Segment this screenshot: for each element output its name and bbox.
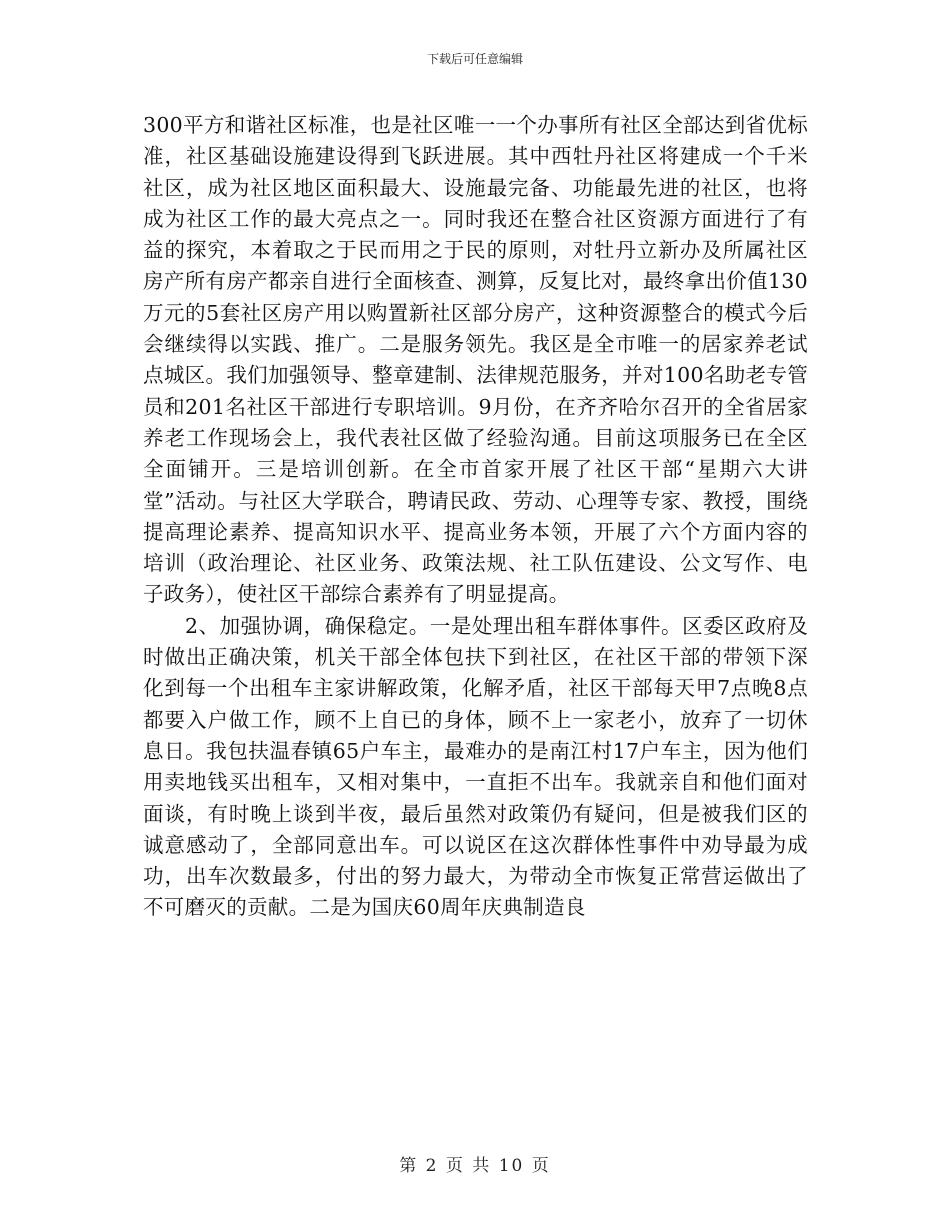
- document-body: [143, 110, 808, 924]
- paragraph-continued: 300平方和谐社区标准，也是社区唯一一个办事所有社区全部达到省优标准，社区基础设施建设得到飞跃进展。其中西牡丹社区将建成一个千米社区，成为社区地区面积最大、设施最完备、功能最先进的社区，也将成为社区工作的最大亮点之一。同时我还在整合社区资源方面进行了有益的探究，本着取之于民而用之于民的原则，对牡丹立新办及所属社区房产所有房产都亲自进行全面核查、测算，反复比对，最终拿出价值130万元的5套社区房产用以购置新社区部分房产，这种资源整合的模式今后会继续得以实践、推广。二是服务领先。我区是全市唯一的居家养老试点城区。我们加强领导、整章建制、法律规范服务，并对100名助老专管员和201名社区干部进行专职培训。9月份，在齐齐哈尔召开的全省居家养老工作现场会上，我代表社区做了经验沟通。目前这项服务已在全区全面铺开。三是培训创新。在全市首家开展了社区干部“星期六大讲堂”活动。与社区大学联合，聘请民政、劳动、心理等专家、教授，围绕提高理论素养、提高知识水平、提高业务本领，开展了六个方面内容的培训（政治理论、社区业务、政策法规、社工队伍建设、公文写作、电子政务），使社区干部综合素养有了明显提高。: [143, 113, 808, 607]
- page-number-footer: 第 2 页 共 10 页: [399, 1156, 551, 1176]
- page-header: 下载后可任意编辑: [426, 52, 523, 66]
- paragraph-section-2: 2、加强协调，确保稳定。一是处理出租车群体事件。区委区政府及时做出正确决策，机关干部全体包扶下到社区，在社区干部的带领下深化到每一个出租车主家讲解政策，化解矛盾，社区干部每天甲7点晚8点都要入户做工作，顾不上自已的身体，顾不上一家老小，放弃了一切休息日。我包扶温春镇65户车主，最难办的是南江村17户车主，因为他们用卖地钱买出租车，又相对集中，一直拒不出车。我就亲自和他们面对面谈，有时晚上谈到半夜，最后虽然对政策仍有疑问，但是被我们区的诚意感动了，全部同意出车。可以说区在这次群体性事件中劝导最为成功，出车次数最多，付出的努力最大，为带动全市恢复正常营运做出了不可磨灭的贡献。二是为国庆60周年庆典制造良: [143, 613, 808, 920]
